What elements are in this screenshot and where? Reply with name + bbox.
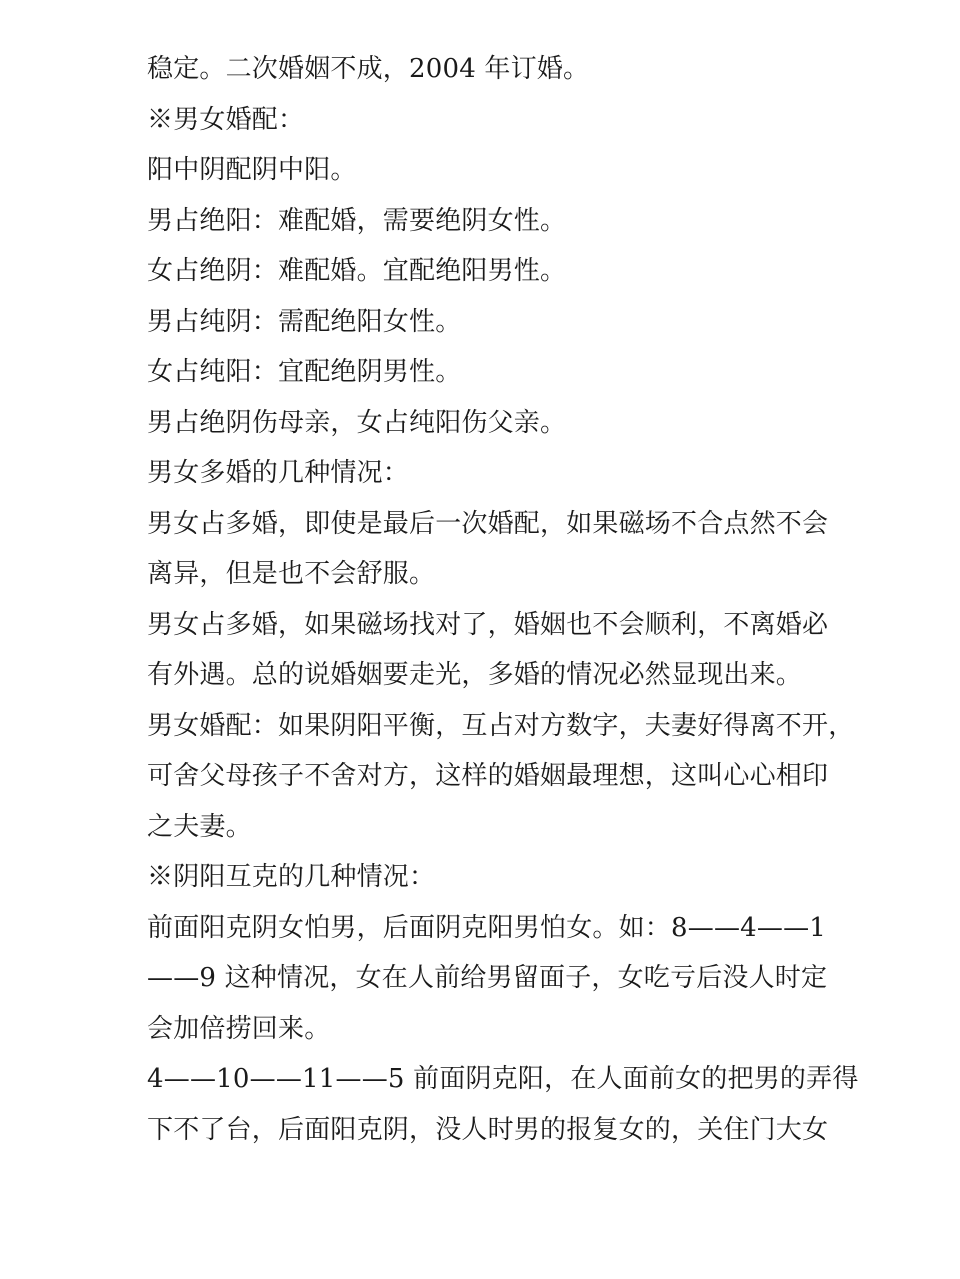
section-heading: ※阴阳互克的几种情况：	[147, 862, 436, 892]
text-line: 有外遇。总的说婚姻要走光，多婚的情况必然显现出来。	[147, 660, 803, 690]
text-line: 前面阳克阴女怕男，后面阴克阳男怕女。如：8——4——1	[147, 912, 827, 943]
text-line: 女占绝阴：难配婚。宜配绝阳男性。	[147, 256, 567, 286]
text-line: 男女占多婚，即使是最后一次婚配，如果磁场不合点然不会	[147, 508, 829, 539]
text-line: 之夫妻。	[147, 811, 252, 842]
text-line: 下不了台，后面阳克阴，没人时男的报复女的，关住门大女	[147, 1114, 829, 1145]
text-line: ——9 这种情况，女在人前给男留面子，女吃亏后没人时定	[147, 963, 828, 993]
text-line: 男占纯阴：需配绝阳女性。	[147, 306, 462, 337]
text-line: 离异，但是也不会舒服。	[147, 559, 436, 589]
text-line: 男占绝阴伤母亲，女占纯阳伤父亲。	[147, 407, 567, 438]
section-heading: ※男女婚配：	[147, 104, 305, 135]
text-line: 会加倍捞回来。	[147, 1013, 331, 1044]
document-body	[147, 44, 859, 1155]
text-line: 可舍父母孩子不舍对方，这样的婚姻最理想，这叫心心相印	[147, 761, 829, 791]
text-line: 女占纯阳：宜配绝阴男性。	[147, 357, 462, 387]
text-line: 男女占多婚，如果磁场找对了，婚姻也不会顺利，不离婚必	[147, 609, 829, 640]
text-line: 男女婚配：如果阴阳平衡，互占对方数字，夫妻好得离不开，	[147, 710, 855, 741]
subsection-heading: 男女多婚的几种情况：	[147, 458, 410, 488]
text-line: 稳定。二次婚姻不成，2004 年订婚。	[147, 54, 590, 84]
text-line: 阳中阴配阴中阳。	[147, 155, 357, 185]
text-line: 4——10——11——5 前面阴克阳，在人面前女的把男的弄得	[147, 1064, 859, 1094]
text-line: 男占绝阳：难配婚，需要绝阴女性。	[147, 205, 567, 236]
